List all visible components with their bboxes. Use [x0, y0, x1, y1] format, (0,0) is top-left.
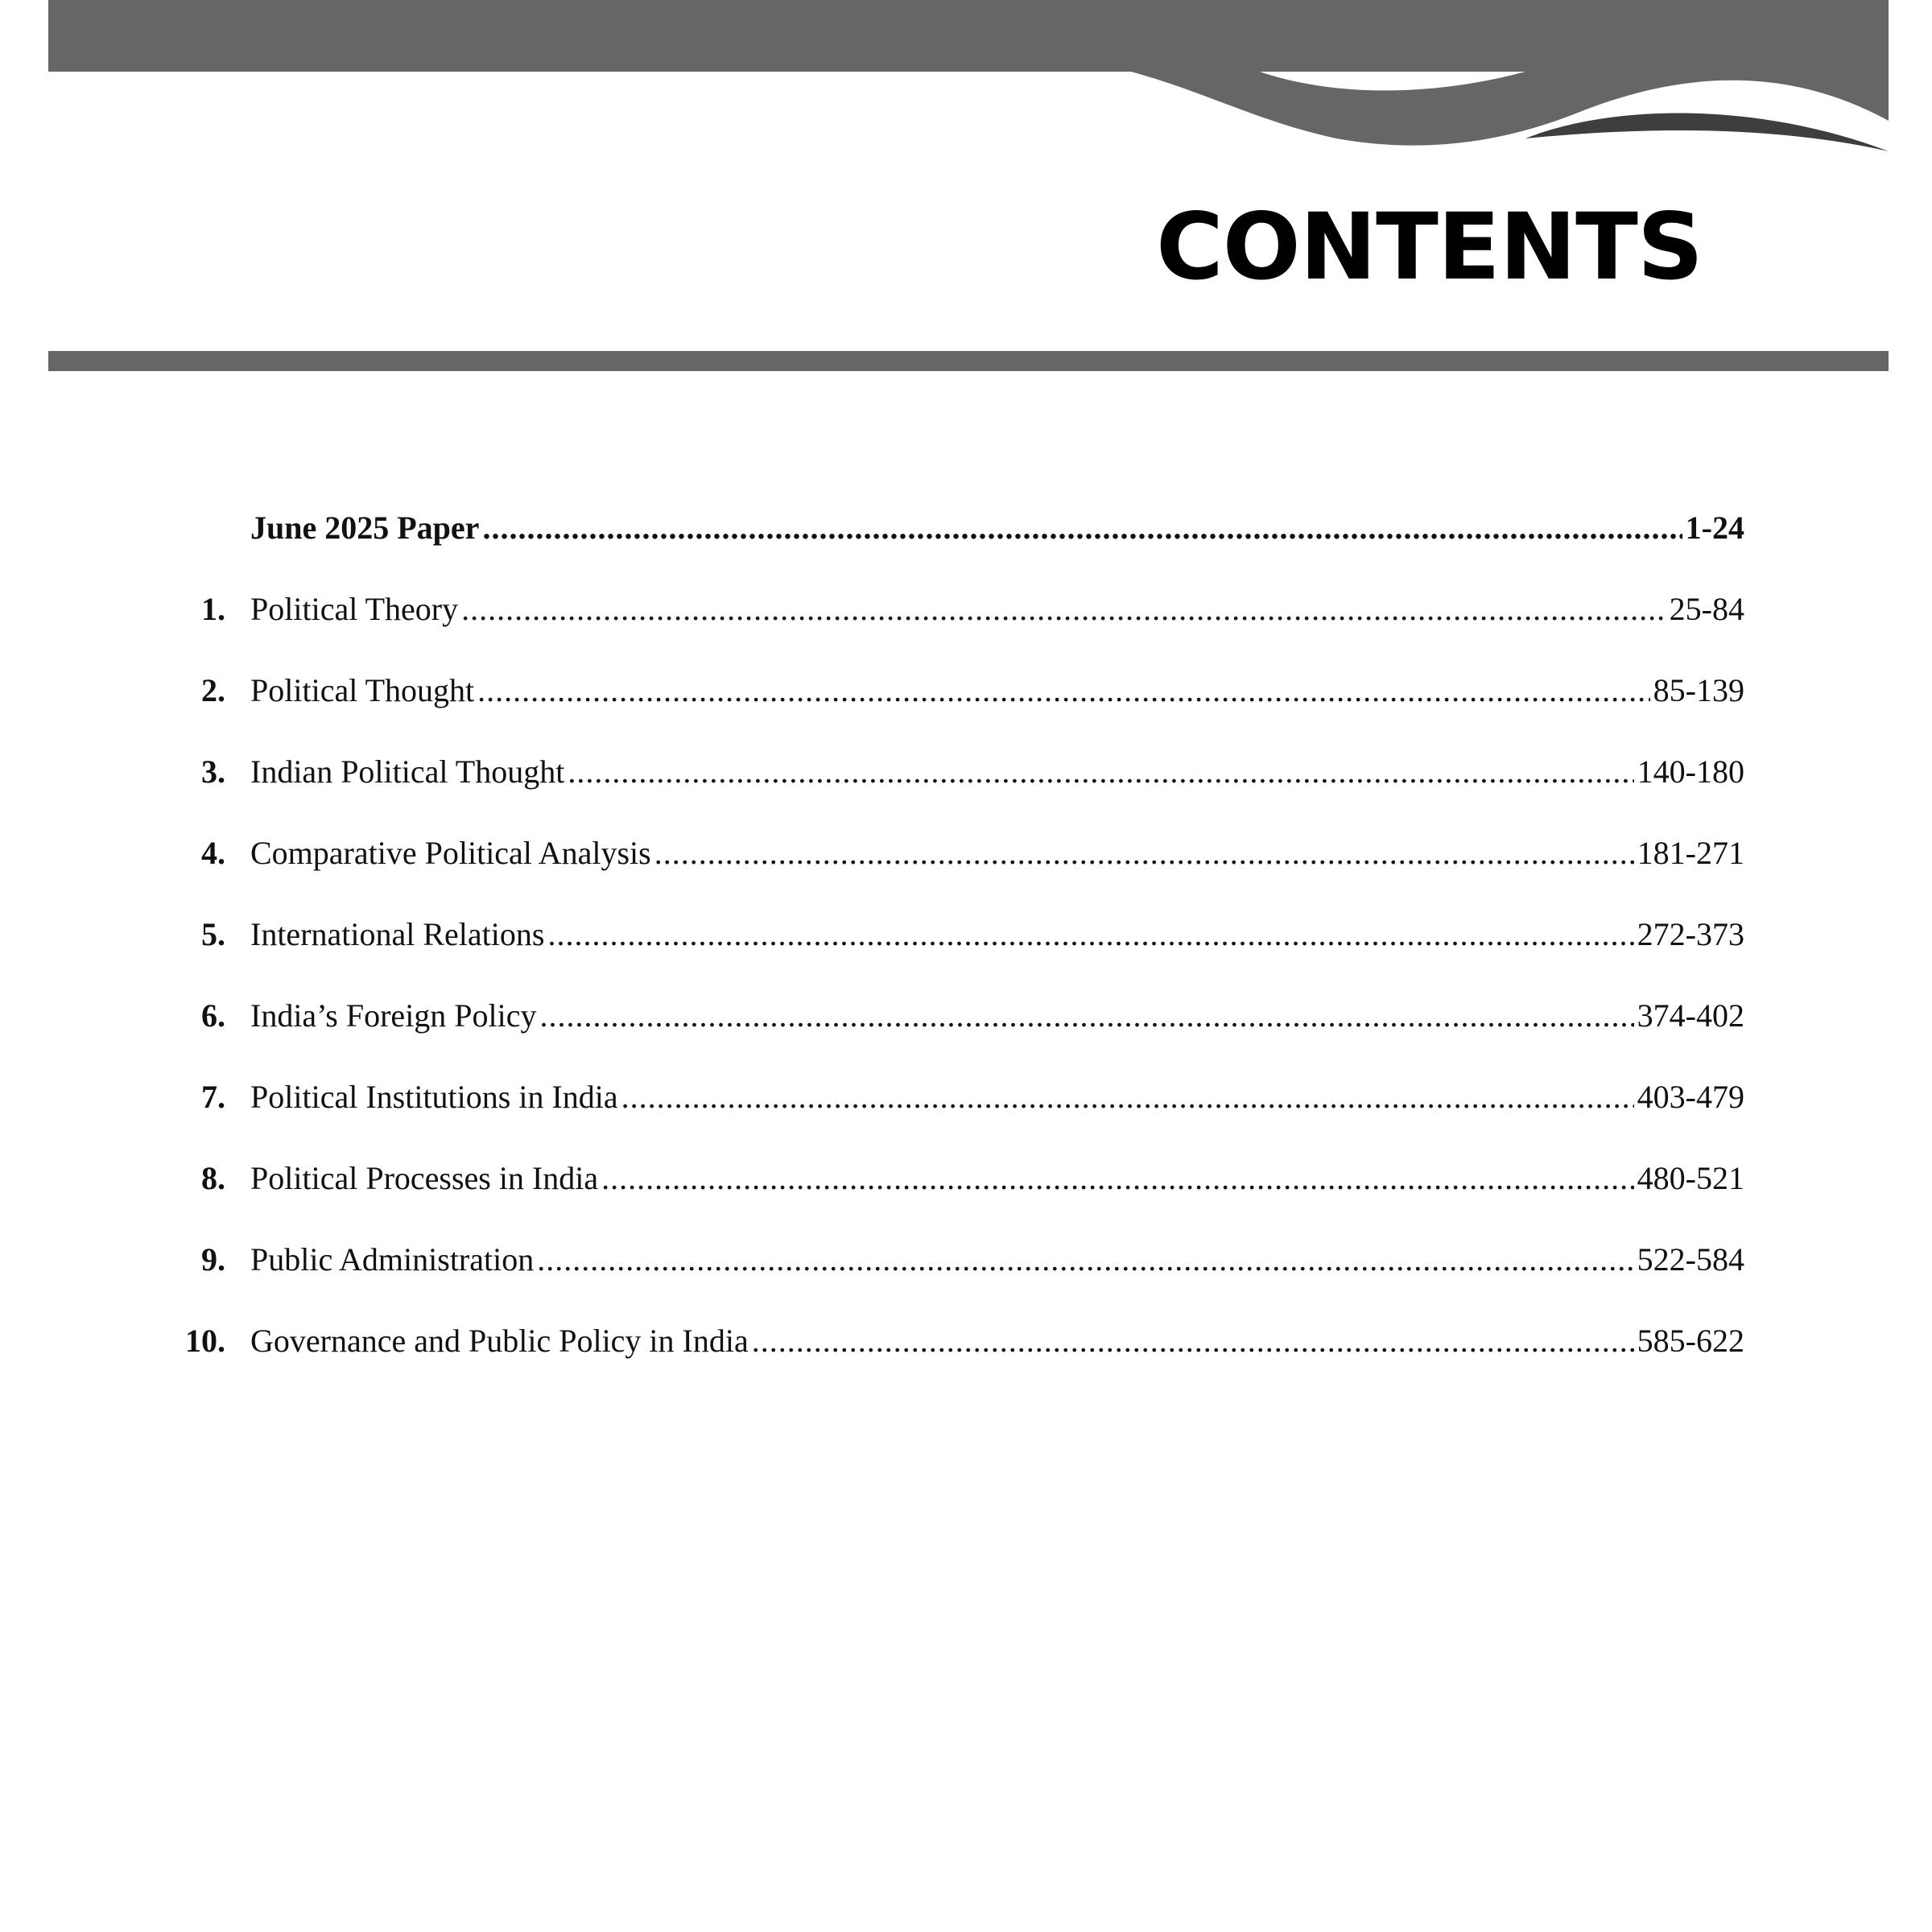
toc-entry [250, 665, 1744, 716]
toc-number: 2. [201, 672, 225, 708]
toc-leader-dots [752, 1315, 1634, 1367]
toc-number: 10. [185, 1323, 225, 1359]
toc-entry [250, 1315, 1744, 1367]
toc-leader-dots [621, 1071, 1634, 1123]
toc-title: International Relations [250, 916, 545, 952]
toc-leader-dots [547, 909, 1633, 960]
toc-number: 4. [201, 835, 225, 871]
toc-number: 3. [201, 753, 225, 790]
toc-title: Political Processes in India [250, 1160, 599, 1196]
toc-number: 7. [201, 1079, 225, 1115]
toc-title: India’s Foreign Policy [250, 997, 537, 1034]
toc-entry [250, 502, 1744, 554]
header-wave-banner [0, 0, 1932, 161]
toc-number: 1. [201, 591, 225, 627]
toc-pages: 181-271 [1637, 835, 1744, 871]
toc-leader-dots [654, 828, 1634, 879]
toc-entry [250, 746, 1744, 798]
toc-pages: 272-373 [1637, 916, 1744, 952]
toc-entry [250, 1071, 1744, 1123]
toc-leader-dots [477, 665, 1650, 716]
title-divider [48, 351, 1889, 371]
toc-row[interactable] [0, 746, 1932, 828]
toc-title: Political Thought [250, 672, 475, 708]
toc-leader-dots [568, 746, 1633, 798]
toc-pages: 374-402 [1637, 997, 1744, 1034]
toc-pages: 25-84 [1669, 591, 1744, 627]
toc-leader-dots [482, 502, 1682, 554]
toc-row[interactable] [0, 1071, 1932, 1153]
toc-number: 6. [201, 997, 225, 1034]
toc-leader-dots [461, 584, 1666, 635]
toc-entry [250, 1153, 1744, 1204]
header-band [48, 0, 1889, 72]
toc-number: 9. [201, 1241, 225, 1278]
toc-pages: 1-24 [1685, 510, 1744, 546]
table-of-contents [0, 502, 1932, 1397]
toc-title: Indian Political Thought [250, 753, 565, 790]
toc-row[interactable] [0, 828, 1932, 909]
toc-pages: 585-622 [1637, 1323, 1744, 1359]
toc-row[interactable] [0, 1234, 1932, 1315]
header-wave [1131, 72, 1889, 146]
toc-leader-dots [537, 1234, 1633, 1286]
toc-number: 5. [201, 916, 225, 952]
toc-title: Governance and Public Policy in India [250, 1323, 749, 1359]
toc-pages: 140-180 [1637, 753, 1744, 790]
toc-leader-dots [540, 990, 1634, 1042]
page-title: CONTENTS [1156, 193, 1703, 300]
toc-entry [250, 828, 1744, 879]
toc-pages: 522-584 [1637, 1241, 1744, 1278]
toc-row[interactable] [0, 990, 1932, 1071]
toc-pages: 403-479 [1637, 1079, 1744, 1115]
toc-title: Political Theory [250, 591, 459, 627]
header-wave-dark [1525, 114, 1889, 151]
toc-title: Public Administration [250, 1241, 535, 1278]
toc-row[interactable] [0, 665, 1932, 746]
toc-entry [250, 990, 1744, 1042]
toc-row-featured[interactable] [0, 502, 1932, 584]
toc-pages: 85-139 [1653, 672, 1744, 708]
toc-row[interactable] [0, 909, 1932, 990]
toc-row[interactable] [0, 1153, 1932, 1234]
toc-entry [250, 584, 1744, 635]
toc-row[interactable] [0, 584, 1932, 665]
toc-title: June 2025 Paper [250, 510, 480, 546]
toc-entry [250, 1234, 1744, 1286]
toc-title: Comparative Political Analysis [250, 835, 651, 871]
toc-entry [250, 909, 1744, 960]
toc-title: Political Institutions in India [250, 1079, 618, 1115]
toc-number: 8. [201, 1160, 225, 1196]
toc-pages: 480-521 [1637, 1160, 1744, 1196]
toc-leader-dots [601, 1153, 1634, 1204]
toc-row[interactable] [0, 1315, 1932, 1397]
